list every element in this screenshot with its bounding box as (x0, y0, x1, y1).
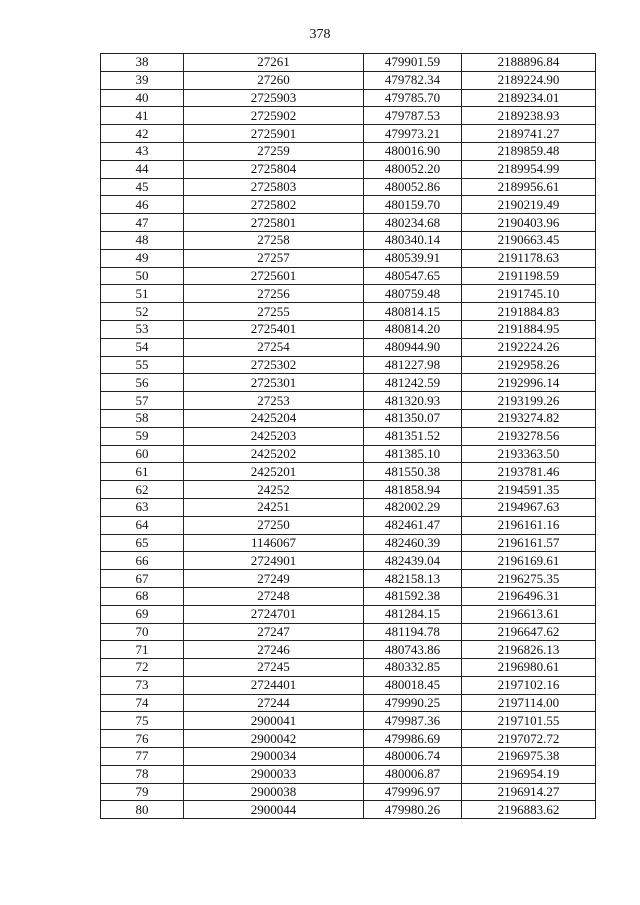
point-id-cell: 2900034 (184, 748, 364, 766)
point-number-cell: 47 (101, 214, 184, 232)
point-id-cell: 24252 (184, 481, 364, 499)
point-number-cell: 46 (101, 196, 184, 214)
table-row (101, 178, 596, 196)
point-id-cell: 27250 (184, 516, 364, 534)
table-row (101, 356, 596, 374)
x-coordinate-cell: 481320.93 (364, 392, 462, 410)
point-number-cell: 53 (101, 320, 184, 338)
x-coordinate-cell: 479901.59 (364, 54, 462, 72)
table-row (101, 392, 596, 410)
table-row (101, 409, 596, 427)
y-coordinate-cell: 2193199.26 (462, 392, 596, 410)
y-coordinate-cell: 2196883.62 (462, 801, 596, 819)
point-number-cell: 72 (101, 659, 184, 677)
table-row (101, 623, 596, 641)
point-id-cell: 2725901 (184, 125, 364, 143)
y-coordinate-cell: 2191198.59 (462, 267, 596, 285)
y-coordinate-cell: 2190663.45 (462, 231, 596, 249)
y-coordinate-cell: 2192996.14 (462, 374, 596, 392)
point-number-cell: 57 (101, 392, 184, 410)
point-id-cell: 2425203 (184, 427, 364, 445)
table-row (101, 267, 596, 285)
x-coordinate-cell: 480814.20 (364, 320, 462, 338)
table-row (101, 303, 596, 321)
point-number-cell: 39 (101, 71, 184, 89)
x-coordinate-cell: 480016.90 (364, 142, 462, 160)
y-coordinate-cell: 2190219.49 (462, 196, 596, 214)
y-coordinate-cell: 2193781.46 (462, 463, 596, 481)
point-number-cell: 40 (101, 89, 184, 107)
x-coordinate-cell: 479785.70 (364, 89, 462, 107)
table-row (101, 641, 596, 659)
point-number-cell: 75 (101, 712, 184, 730)
point-id-cell: 1146067 (184, 534, 364, 552)
y-coordinate-cell: 2192958.26 (462, 356, 596, 374)
x-coordinate-cell: 480006.74 (364, 748, 462, 766)
point-id-cell: 27258 (184, 231, 364, 249)
y-coordinate-cell: 2189224.90 (462, 71, 596, 89)
table-row (101, 249, 596, 267)
x-coordinate-cell: 480944.90 (364, 338, 462, 356)
y-coordinate-cell: 2189956.61 (462, 178, 596, 196)
coordinates-table-body (101, 54, 596, 819)
point-id-cell: 2725301 (184, 374, 364, 392)
y-coordinate-cell: 2196954.19 (462, 765, 596, 783)
table-row (101, 142, 596, 160)
point-id-cell: 2425202 (184, 445, 364, 463)
point-number-cell: 52 (101, 303, 184, 321)
table-row (101, 160, 596, 178)
y-coordinate-cell: 2189859.48 (462, 142, 596, 160)
x-coordinate-cell: 479990.25 (364, 694, 462, 712)
y-coordinate-cell: 2196980.61 (462, 659, 596, 677)
point-id-cell: 27249 (184, 570, 364, 588)
point-number-cell: 79 (101, 783, 184, 801)
point-number-cell: 59 (101, 427, 184, 445)
x-coordinate-cell: 480539.91 (364, 249, 462, 267)
point-id-cell: 2900033 (184, 765, 364, 783)
table-row (101, 463, 596, 481)
table-row (101, 481, 596, 499)
point-id-cell: 2425201 (184, 463, 364, 481)
table-row (101, 748, 596, 766)
y-coordinate-cell: 2193363.50 (462, 445, 596, 463)
page-number: 378 (309, 27, 331, 42)
x-coordinate-cell: 480332.85 (364, 659, 462, 677)
x-coordinate-cell: 479787.53 (364, 107, 462, 125)
y-coordinate-cell: 2196914.27 (462, 783, 596, 801)
point-number-cell: 76 (101, 730, 184, 748)
x-coordinate-cell: 480159.70 (364, 196, 462, 214)
point-id-cell: 2724901 (184, 552, 364, 570)
table-row (101, 801, 596, 819)
table-row (101, 783, 596, 801)
point-number-cell: 80 (101, 801, 184, 819)
y-coordinate-cell: 2196169.61 (462, 552, 596, 570)
point-id-cell: 27259 (184, 142, 364, 160)
point-id-cell: 24251 (184, 498, 364, 516)
x-coordinate-cell: 482002.29 (364, 498, 462, 516)
point-id-cell: 27254 (184, 338, 364, 356)
table-row (101, 427, 596, 445)
y-coordinate-cell: 2194967.63 (462, 498, 596, 516)
table-row (101, 605, 596, 623)
y-coordinate-cell: 2189954.99 (462, 160, 596, 178)
x-coordinate-cell: 481284.15 (364, 605, 462, 623)
x-coordinate-cell: 482461.47 (364, 516, 462, 534)
point-number-cell: 69 (101, 605, 184, 623)
point-id-cell: 27257 (184, 249, 364, 267)
x-coordinate-cell: 479782.34 (364, 71, 462, 89)
y-coordinate-cell: 2196975.38 (462, 748, 596, 766)
point-id-cell: 27260 (184, 71, 364, 89)
y-coordinate-cell: 2190403.96 (462, 214, 596, 232)
table-row (101, 570, 596, 588)
x-coordinate-cell: 480006.87 (364, 765, 462, 783)
x-coordinate-cell: 479980.26 (364, 801, 462, 819)
point-number-cell: 54 (101, 338, 184, 356)
point-number-cell: 73 (101, 676, 184, 694)
point-id-cell: 2900038 (184, 783, 364, 801)
point-number-cell: 62 (101, 481, 184, 499)
coordinates-table (100, 53, 596, 819)
point-id-cell: 2725903 (184, 89, 364, 107)
x-coordinate-cell: 481242.59 (364, 374, 462, 392)
point-id-cell: 27261 (184, 54, 364, 72)
x-coordinate-cell: 481385.10 (364, 445, 462, 463)
point-number-cell: 66 (101, 552, 184, 570)
table-row (101, 214, 596, 232)
y-coordinate-cell: 2194591.35 (462, 481, 596, 499)
y-coordinate-cell: 2192224.26 (462, 338, 596, 356)
point-id-cell: 2724401 (184, 676, 364, 694)
y-coordinate-cell: 2189741.27 (462, 125, 596, 143)
table-row (101, 338, 596, 356)
point-number-cell: 38 (101, 54, 184, 72)
point-id-cell: 27256 (184, 285, 364, 303)
table-row (101, 765, 596, 783)
point-id-cell: 2725804 (184, 160, 364, 178)
x-coordinate-cell: 479973.21 (364, 125, 462, 143)
table-row (101, 676, 596, 694)
table-row (101, 196, 596, 214)
table-row (101, 54, 596, 72)
point-id-cell: 2724701 (184, 605, 364, 623)
point-number-cell: 48 (101, 231, 184, 249)
x-coordinate-cell: 480234.68 (364, 214, 462, 232)
point-number-cell: 74 (101, 694, 184, 712)
x-coordinate-cell: 481351.52 (364, 427, 462, 445)
y-coordinate-cell: 2196647.62 (462, 623, 596, 641)
x-coordinate-cell: 481592.38 (364, 587, 462, 605)
point-number-cell: 70 (101, 623, 184, 641)
point-number-cell: 78 (101, 765, 184, 783)
y-coordinate-cell: 2191178.63 (462, 249, 596, 267)
y-coordinate-cell: 2193274.82 (462, 409, 596, 427)
point-number-cell: 64 (101, 516, 184, 534)
point-number-cell: 43 (101, 142, 184, 160)
point-id-cell: 2900041 (184, 712, 364, 730)
x-coordinate-cell: 481194.78 (364, 623, 462, 641)
x-coordinate-cell: 481227.98 (364, 356, 462, 374)
x-coordinate-cell: 480743.86 (364, 641, 462, 659)
point-id-cell: 2725302 (184, 356, 364, 374)
y-coordinate-cell: 2197102.16 (462, 676, 596, 694)
x-coordinate-cell: 480759.48 (364, 285, 462, 303)
table-row (101, 445, 596, 463)
y-coordinate-cell: 2188896.84 (462, 54, 596, 72)
table-row (101, 285, 596, 303)
y-coordinate-cell: 2196161.57 (462, 534, 596, 552)
point-number-cell: 50 (101, 267, 184, 285)
point-id-cell: 2725802 (184, 196, 364, 214)
table-row (101, 374, 596, 392)
table-row (101, 730, 596, 748)
table-row (101, 231, 596, 249)
x-coordinate-cell: 481858.94 (364, 481, 462, 499)
x-coordinate-cell: 482439.04 (364, 552, 462, 570)
table-row (101, 659, 596, 677)
y-coordinate-cell: 2189238.93 (462, 107, 596, 125)
x-coordinate-cell: 480018.45 (364, 676, 462, 694)
point-id-cell: 2725803 (184, 178, 364, 196)
point-id-cell: 2900044 (184, 801, 364, 819)
point-number-cell: 45 (101, 178, 184, 196)
table-row (101, 516, 596, 534)
x-coordinate-cell: 480052.86 (364, 178, 462, 196)
point-number-cell: 61 (101, 463, 184, 481)
point-id-cell: 27247 (184, 623, 364, 641)
point-number-cell: 51 (101, 285, 184, 303)
x-coordinate-cell: 480547.65 (364, 267, 462, 285)
point-number-cell: 63 (101, 498, 184, 516)
table-row (101, 587, 596, 605)
y-coordinate-cell: 2196161.16 (462, 516, 596, 534)
point-id-cell: 27246 (184, 641, 364, 659)
point-number-cell: 56 (101, 374, 184, 392)
table-row (101, 89, 596, 107)
y-coordinate-cell: 2197114.00 (462, 694, 596, 712)
y-coordinate-cell: 2196613.61 (462, 605, 596, 623)
point-number-cell: 77 (101, 748, 184, 766)
y-coordinate-cell: 2196826.13 (462, 641, 596, 659)
point-number-cell: 65 (101, 534, 184, 552)
point-id-cell: 2725902 (184, 107, 364, 125)
x-coordinate-cell: 481350.07 (364, 409, 462, 427)
y-coordinate-cell: 2196496.31 (462, 587, 596, 605)
y-coordinate-cell: 2197101.55 (462, 712, 596, 730)
point-number-cell: 71 (101, 641, 184, 659)
point-number-cell: 55 (101, 356, 184, 374)
table-row (101, 107, 596, 125)
point-id-cell: 2725801 (184, 214, 364, 232)
point-id-cell: 2725601 (184, 267, 364, 285)
x-coordinate-cell: 482460.39 (364, 534, 462, 552)
point-number-cell: 49 (101, 249, 184, 267)
y-coordinate-cell: 2193278.56 (462, 427, 596, 445)
point-number-cell: 42 (101, 125, 184, 143)
x-coordinate-cell: 479986.69 (364, 730, 462, 748)
y-coordinate-cell: 2191745.10 (462, 285, 596, 303)
point-number-cell: 41 (101, 107, 184, 125)
x-coordinate-cell: 482158.13 (364, 570, 462, 588)
table-row (101, 534, 596, 552)
y-coordinate-cell: 2196275.35 (462, 570, 596, 588)
y-coordinate-cell: 2191884.83 (462, 303, 596, 321)
point-id-cell: 2425204 (184, 409, 364, 427)
point-number-cell: 67 (101, 570, 184, 588)
point-number-cell: 60 (101, 445, 184, 463)
x-coordinate-cell: 479996.97 (364, 783, 462, 801)
table-row (101, 71, 596, 89)
point-id-cell: 27248 (184, 587, 364, 605)
point-id-cell: 27255 (184, 303, 364, 321)
table-row (101, 320, 596, 338)
table-row (101, 552, 596, 570)
table-row (101, 125, 596, 143)
y-coordinate-cell: 2189234.01 (462, 89, 596, 107)
point-id-cell: 27244 (184, 694, 364, 712)
x-coordinate-cell: 480052.20 (364, 160, 462, 178)
point-number-cell: 58 (101, 409, 184, 427)
table-row (101, 694, 596, 712)
x-coordinate-cell: 479987.36 (364, 712, 462, 730)
x-coordinate-cell: 480340.14 (364, 231, 462, 249)
point-number-cell: 44 (101, 160, 184, 178)
y-coordinate-cell: 2191884.95 (462, 320, 596, 338)
point-id-cell: 27253 (184, 392, 364, 410)
point-number-cell: 68 (101, 587, 184, 605)
table-row (101, 498, 596, 516)
point-id-cell: 27245 (184, 659, 364, 677)
x-coordinate-cell: 480814.15 (364, 303, 462, 321)
y-coordinate-cell: 2197072.72 (462, 730, 596, 748)
point-id-cell: 2725401 (184, 320, 364, 338)
table-row (101, 712, 596, 730)
x-coordinate-cell: 481550.38 (364, 463, 462, 481)
point-id-cell: 2900042 (184, 730, 364, 748)
